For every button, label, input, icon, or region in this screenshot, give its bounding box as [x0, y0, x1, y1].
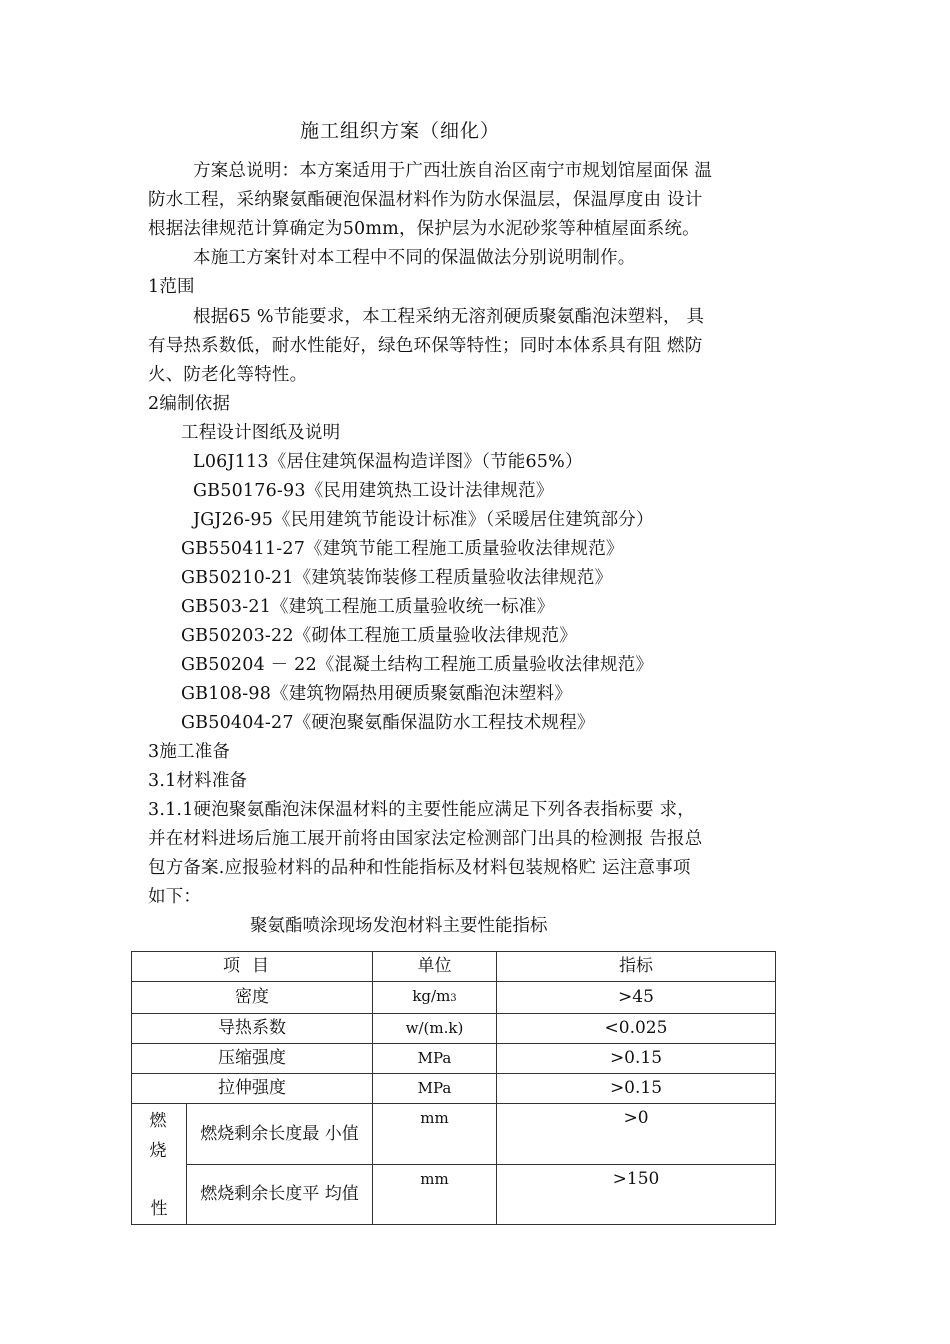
cell-item: 拉伸强度 — [132, 1074, 373, 1104]
paragraph-line: 根据法律规范计算确定为50mm，保护层为水泥砂浆等种植屋面系统。 — [148, 219, 700, 239]
header-item: 项目 — [132, 952, 373, 982]
cell-index: >0 — [497, 1104, 776, 1165]
section-heading: 3施工准备 — [148, 742, 231, 762]
section-heading: 2编制依据 — [148, 394, 231, 414]
table-row — [132, 1104, 776, 1165]
cell-unit: kg/m3 — [373, 982, 497, 1014]
basis-item: GB50210-21《建筑装饰装修工程质量验收法律规范》 — [181, 568, 613, 588]
cell-unit: mm — [373, 1165, 497, 1225]
paragraph-line: 根据65 %节能要求，本工程采纳无溶剂硬质聚氨酯泡沫塑料， 具 — [193, 307, 705, 327]
cell-sub-item: 燃烧剩余长度最 小值 — [187, 1104, 373, 1165]
cell-unit: w/(m.k) — [373, 1014, 497, 1044]
table-row — [132, 982, 776, 1014]
basis-item: L06J113《居住建筑保温构造详图》（节能65%） — [193, 452, 583, 472]
paragraph-line: 并在材料进场后施工展开前将由国家法定检测部门出具的检测报 告报总 — [148, 829, 703, 849]
paragraph-line: 如下： — [148, 887, 202, 907]
cell-unit: MPa — [373, 1074, 497, 1104]
basis-item: GB50404-27《硬泡聚氨酯保温防水工程技术规程》 — [181, 713, 595, 733]
basis-item: JGJ26-95《民用建筑节能设计标准》（采暖居住建筑部分） — [193, 510, 654, 530]
cell-unit: MPa — [373, 1044, 497, 1074]
subsection-heading: 3.1材料准备 — [148, 771, 248, 791]
table-header-row — [132, 952, 776, 982]
document-title: 施工组织方案（细化） — [300, 120, 501, 142]
cell-index: >0.15 — [497, 1044, 776, 1074]
paragraph-line: 防水工程，采纳聚氨酯硬泡保温材料作为防水保温层，保温厚度由 设计 — [148, 190, 703, 210]
table-row — [132, 1074, 776, 1104]
performance-table — [131, 951, 776, 1225]
basis-item: GB50204 － 22《混凝土结构工程施工质量验收法律规范》 — [181, 655, 654, 675]
basis-item: GB108-98《建筑物隔热用硬质聚氨酯泡沫塑料》 — [181, 684, 572, 704]
cell-item: 导热系数 — [132, 1014, 373, 1044]
cell-group: 燃烧 性 — [132, 1104, 187, 1225]
section-heading: 1范围 — [148, 277, 195, 297]
basis-item: GB50203-22《砌体工程施工质量验收法律规范》 — [181, 626, 577, 646]
table-row — [132, 1165, 776, 1225]
paragraph-line: 3.1.1硬泡聚氨酯泡沫保温材料的主要性能应满足下列各表指标要 求， — [148, 800, 695, 820]
cell-item: 压缩强度 — [132, 1044, 373, 1074]
cell-sub-item: 燃烧剩余长度平 均值 — [187, 1165, 373, 1225]
paragraph-line: 方案总说明：本方案适用于广西壮族自治区南宁市规划馆屋面保 温 — [193, 161, 713, 181]
basis-item: GB50176-93《民用建筑热工设计法律规范》 — [193, 481, 554, 501]
basis-item: 工程设计图纸及说明 — [181, 423, 341, 443]
table-row — [132, 1014, 776, 1044]
cell-unit: mm — [373, 1104, 497, 1165]
basis-item: GB550411-27《建筑节能工程施工质量验收法律规范》 — [181, 539, 624, 559]
header-unit: 单位 — [373, 952, 497, 982]
table-row — [132, 1044, 776, 1074]
cell-index: >45 — [497, 982, 776, 1014]
header-index: 指标 — [497, 952, 776, 982]
paragraph-line: 有导热系数低，耐水性能好，绿色环保等特性；同时本体系具有阻 燃防 — [148, 336, 703, 356]
basis-item: GB503-21《建筑工程施工质量验收统一标准》 — [181, 597, 555, 617]
paragraph-line: 包方备案.应报验材料的品种和性能指标及材料包装规格贮 运注意事项 — [148, 858, 691, 878]
cell-item: 密度 — [132, 982, 373, 1014]
table-caption: 聚氨酯喷涂现场发泡材料主要性能指标 — [250, 916, 548, 936]
cell-index: >150 — [497, 1165, 776, 1225]
cell-index: >0.15 — [497, 1074, 776, 1104]
paragraph-line: 本施工方案针对本工程中不同的保温做法分别说明制作。 — [193, 248, 636, 268]
cell-index: <0.025 — [497, 1014, 776, 1044]
paragraph-line: 火、防老化等特性。 — [148, 365, 308, 385]
